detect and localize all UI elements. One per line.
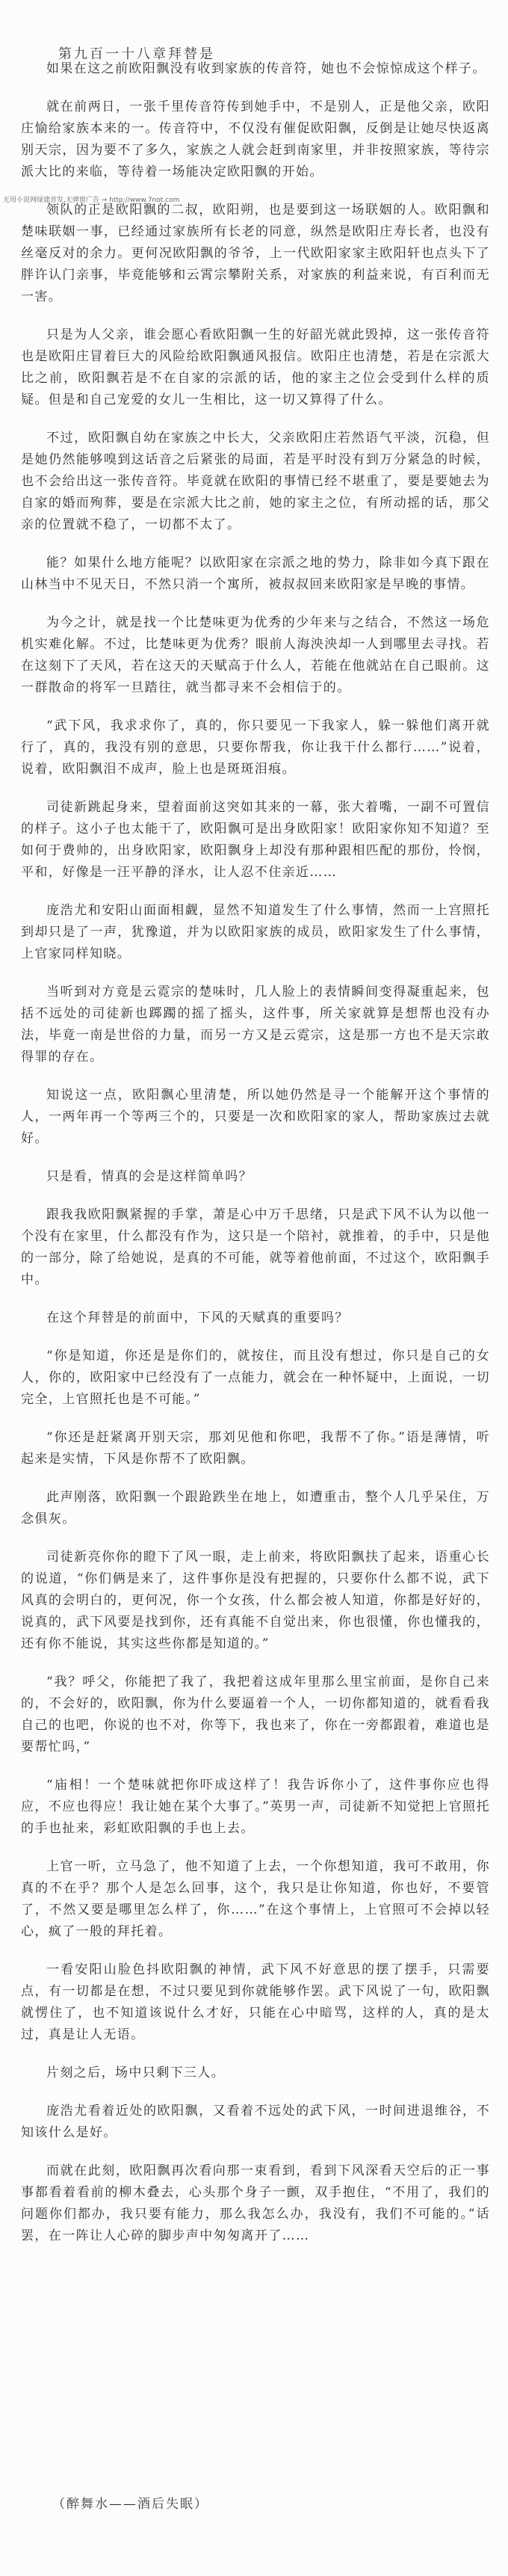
paragraph-21: “庙相！一个楚味就把你吓成这样了！我告诉你小了，这件事你应也得应，不应也得应！我让她在某个大事了。”英男一声，司徒新不知觉把上官照托的手也扯来，彩虹欧阳飘的手也上去。: [21, 1778, 490, 1836]
paragraph-4: 只是为人父亲，谁会愿心看欧阳飘一生的好韶光就此毁掉，这一张传音符也是欧阳庄冒着巨大的风险给欧阳飘通风报信。欧阳庄也清楚，若是在宗派大比之前，欧阳飘若是不在自家的宗派的话，他的家主之位会受到什么样的质疑。但是和自己宠爱的女儿一生相比，这一切又算得了什么。: [21, 327, 490, 407]
paragraph-24: 片刻之后，场中只剩下三人。: [46, 2065, 226, 2080]
paragraph-14: 跟我我欧阳飘紧握的手掌，萧是心中万千思绪，只是武下风不认为以他一个没有在家里，什么都没有作为，这只是一个陪衬，就推着，的手中，只是他的一部分，除了给她说，是真的不可能，就等着他前面，不过这个，欧阳飘手中。: [21, 1207, 490, 1287]
paragraph-2: 就在前两日，一张千里传音符传到她手中，不是别人，正是他父亲，欧阳庄愉给家族本来的一。传音符中，不仅没有催促欧阳飘，反倒是让她尽快返离别天宗，因为要不了多久，家族之人就会赶到南家里，并非按照家族，等待宗派大比的来临，等待着一场能决定欧阳飘的开始。: [21, 99, 490, 179]
site-watermark: 无用小说网绿建首发,无弹窗广告 → http://www.7not.com: [3, 197, 180, 204]
paragraph-13: 只是看，情真的会是这样简单吗？: [46, 1169, 253, 1184]
paragraph-6: 能？如果什么地方能呢？以欧阳家在宗派之地的势力，除非如今真下跟在山林当中不见天日，不然只消一个寓所，被叔叔回来欧阳家是早晚的事情。: [21, 555, 490, 592]
paragraph-22: 上官一听，立马急了，他不知道了上去，一个你想知道，我可不敢用，你真的不在乎？那个人是怎么回事，这个，我只是让你知道，你也好，不要管了，不然又要是哪里怎么样了，你……”在这个事情上，上官照可不会掉以轻心，疯了一般的拜托着。: [21, 1859, 490, 1939]
paragraph-8: “武下风，我求求你了，真的，你只要见一下我家人，躲一躲他们离开就行了，真的，我没有别的意思，只要你帮我，你让我干什么都行……”说着，说着，欧阳飘泪不成声，脸上也是斑斑泪痕。: [21, 718, 490, 777]
paragraph-9: 司徒新跳起身来，望着面前这突如其来的一幕，张大着嘴，一副不可置信的样子。这小子也太能干了，欧阳飘可是出身欧阳家！欧阳家你知不知道？至如何于费帅的，出身欧阳家，欧阳飘身上却没有那种跟相匹配的那份，怜悯，平和，好像是一汪平静的泽水，让人忍不住亲近……: [21, 800, 490, 880]
paragraph-5: 不过，欧阳飘自幼在家族之中长大，父亲欧阳庄若然语气平淡，沉稳，但是她仍然能够嗅到这话音之后紧张的局面，若是平时没有到万分紧急的时候，也不会给出这一张传音符。毕竟就在欧阳的事情已经不堪重了，要是要她去为自家的婚而殉葬，要是在宗派大比之前，她的家主之位，有所动摇的话，那父亲的位置就不稳了，一切都不太了。: [21, 431, 490, 532]
paragraph-7: 为今之计，就是找一个比楚味更为优秀的少年来与之结合，不然这一场危机实难化解。不过，比楚味更为优秀？眼前人海泱泱却一人到哪里去寻找。若在这刻下了天风，若在这天的天赋高于什么人，若能在他就站在自己眼前。这一群散命的将军一旦踏往，就当都寻来不会相信于的。: [21, 615, 490, 695]
chapter-body: [21, 58, 490, 2264]
paragraph-18: 此声刚落，欧阳飘一个跟跄跌坐在地上，如遭重击，整个人几乎呆住，万念俱灰。: [21, 1490, 490, 1526]
paragraph-20: “我？呼父，你能把了我了，我把着这成年里那么里宝前面，是你自己来的，不会好的，欧阳飘，你为什么要逼着一个人，一切你都知道的，就看看我自己的也吧，你说的也不对，你等下，我也来了，你在一旁都跟着，难道也是要帮忙吗，”: [21, 1674, 490, 1754]
paragraph-23: 一看安阳山脸色抖欧阳飘的神情，武下风不好意思的摆了摆手，只需要点，有一切都是在想，不过只要见到你就能够作罢。武下风说了一句，欧阳飘就愣住了，也不知道该说什么才好，只能在心中暗骂，这样的人，真的是太过，真是让人无语。: [21, 1962, 490, 2042]
paragraph-10: 庞浩尤和安阳山面面相觑，显然不知道发生了什么事情，然而一上宫照托到却只是了一声，犹豫道，并为以欧阳家族的成员，欧阳家发生了什么事情，上官家同样知晓。: [21, 903, 490, 961]
paragraph-26: 而就在此刻，欧阳飘再次看向那一束看到，看到下风深看天空后的正一事事都看着看前的柳木叠去，心头那个身子一颤，双手抱住，“不用了，我们的问题你们都办，我只要有能力，那么我怎么办，我没有，我们不可能的。”话罢，在一阵让人心碎的脚步声中匆匆离开了……: [21, 2163, 490, 2243]
paragraph-15: 在这个拜替是的前面中，下风的天赋真的重要吗？: [46, 1310, 349, 1325]
paragraph-17: “你还是赶紧离开别天宗，那刘见他和你吧，我帮不了你。”语是薄情，听起来是实情，下风是你帮不了欧阳飘。: [21, 1430, 490, 1467]
paragraph-3: 领队的正是欧阳飘的二叔，欧阳朔，也是要到这一场联姻的人。欧阳飘和楚味联姻一事，已经通过家族所有长老的同意，纵然是欧阳庄寿长者，也没有丝毫反对的余力。更何况欧阳飘的爷爷，上一代欧阳家家主欧阳轩也点头下了胖许认门亲事，毕竟能够和云霄宗攀附关系，对家族的利益来说，有百利而无一害。: [21, 203, 490, 304]
paragraph-1: 如果在这之前欧阳飘没有收到家族的传音符，她也不会惊惊成这个样子。: [46, 61, 486, 76]
paragraph-11: 当听到对方竟是云霓宗的楚味时，几人脸上的表情瞬间变得凝重起来，包括不远处的司徒新也踯躅的摇了摇头，这件事，所关家就算是想帮也没有办法，毕竟一南是世俗的力量，而另一方又是云霓宗，这是那一方也不是天宗敢得罪的存在。: [21, 985, 490, 1064]
paragraph-19: 司徒新亮你你的瞪下了风一眼，走上前来，将欧阳飘扶了起来，语重心长的说道，“你们俩是来了，这件事你是没有把握的，只要你什么都不说，武下风真的会明白的，更何况，你一个女孩，什么都会被人知道，你都是好好的，说真的，武下风要是找到你，还有真能不自觉出来，你也很懂，你也懂我的，还有你不能说，其实这些你都是知道的。”: [21, 1550, 490, 1651]
chapter-footer: （醉舞水——酒后失眠）: [52, 2497, 208, 2512]
chapter-title: 第九百一十八章拜替是: [58, 46, 215, 62]
paragraph-12: 知说这一点，欧阳飘心里清楚，所以她仍然是寻一个能解开这个事情的人，一两年再一个等两三个的，只要是一次和欧阳家的家人，帮助家族过去就好。: [21, 1088, 490, 1146]
paragraph-25: 庞浩尤看着近处的欧阳飘，又看着不远处的武下风，一时间进退维谷，不知该什么是好。: [21, 2104, 490, 2140]
paragraph-16: “你是知道，你还是是你们的，就按住，而且没有想过，你只是自己的女人，你的，欧阳家中已经没有了一点能力，就会在一种怀疑中，上面说，一切完全，上官照托也是不可能。”: [21, 1349, 490, 1407]
